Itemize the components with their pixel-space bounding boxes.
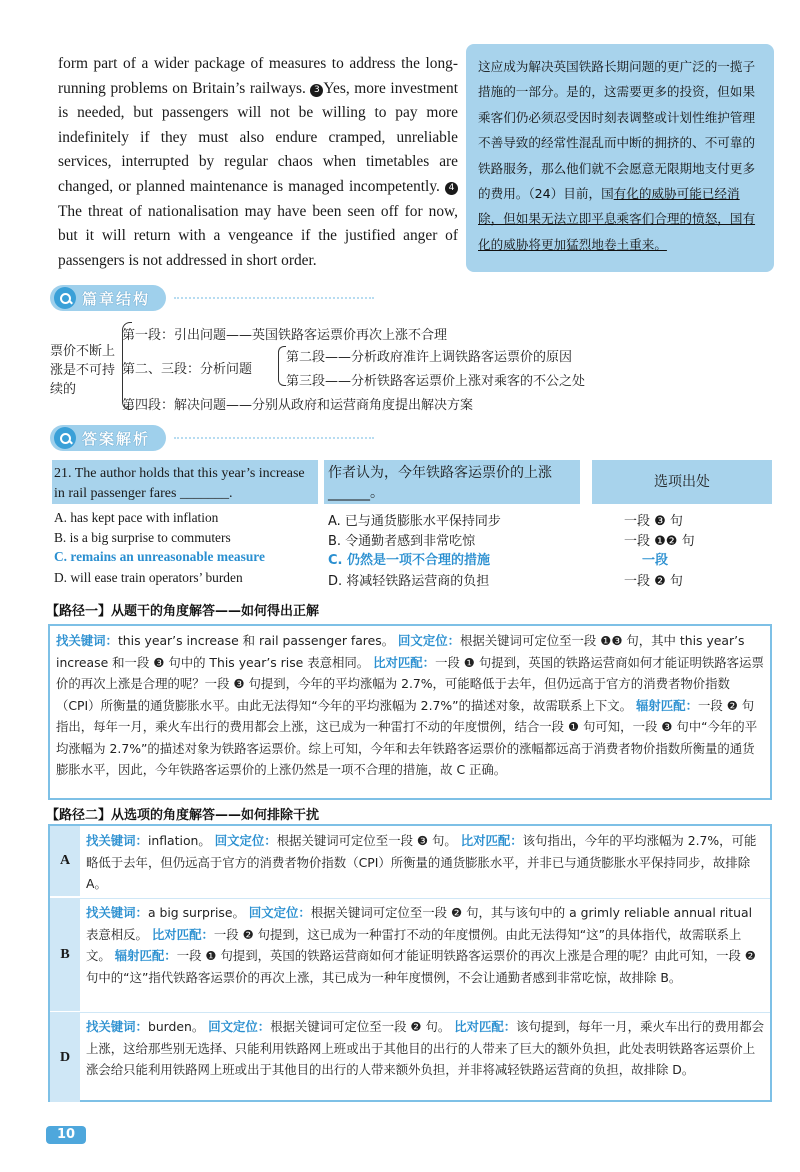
passage-rest: is needed, but passengers will not be willing to pay more indefinitely if they must also endure cramped, unreliable services, interrupted by regular chaos when timetables are changed, or planned maintenance is managed incompetently.	[58, 104, 458, 195]
option-cn: B. 令通勤者感到非常吃惊	[328, 534, 476, 549]
path1-box	[48, 624, 772, 800]
option-b-analysis	[86, 902, 764, 988]
match-label: 比对匹配：	[373, 654, 436, 670]
structure-p1: 第一段：引出问题——英国铁路客运票价再次上涨不合理	[122, 328, 448, 343]
match-label: 比对匹配：	[151, 926, 214, 942]
structure-p23: 第二、三段：分析问题	[122, 362, 253, 377]
magnifier-icon	[54, 427, 76, 449]
option-cn: D. 将减轻铁路运营商的负担	[328, 574, 490, 589]
keyword-label: 找关键词：	[86, 833, 148, 848]
keyword-label: 找关键词：	[86, 1019, 148, 1034]
option-row	[52, 530, 772, 550]
option-source: 一段 ❷ 句	[624, 574, 683, 589]
translation-box	[466, 44, 774, 272]
match-text: 该句指出，今年的平均涨幅为 2.7%，可能略低于去年，但仍远高于官方的消费者物价指数（CPI）所衡量的通货膨胀水平，并非已与通货膨胀水平保持同步，故排除 A。	[86, 833, 757, 891]
section-title: 篇章结构	[82, 289, 151, 308]
keyword-label: 找关键词：	[86, 905, 148, 920]
question-stem-cn: 作者认为，今年铁路客运票价的上涨______。	[324, 460, 580, 504]
locate-text: 根据关键词可定位至一段 ❸ 句。	[276, 833, 457, 848]
sentence-number-3: 3	[310, 84, 323, 97]
radiate-text: 一段 ❷ 句指出，每年一月，乘火车出行的费用都会上涨，这已成为一种雷打不动的年度惯例，结合一段 ❶ 句可知，一段 ❸ 句中“今年的平均涨幅为 2.7%”的描述对象为铁路客运票价。综上可知，今年和去年铁路客运票价的涨幅都远高于消费者物价指数所衡量的通货膨胀水平，因此，今年铁路客运票价的上涨仍然是一项不合理的措施，故 C 正确。	[56, 697, 758, 777]
keyword-text: burden。	[147, 1019, 205, 1034]
option-source: 一段 ❶❷ 句	[624, 534, 695, 549]
radiate-text: 一段 ❶ 句提到，英国的铁路运营商如何才能证明铁路客运票价的再次上涨是合理的呢？由此可知，一段 ❷ 句中的“这”指代铁路客运票价的再次上涨，其已成为一种年度惯例，不会让通勤者感到非常吃惊，故排除 B。	[86, 948, 756, 985]
option-en: A. has kept pace with inflation	[54, 510, 219, 525]
radiate-label: 辐射匹配：	[636, 697, 698, 713]
question-stem-en: 21. The author holds that this year’s increase in rail passenger fares _______.	[52, 460, 318, 504]
keyword-text: this year’s increase 和 rail passenger fares。	[117, 633, 395, 648]
option-cn: C. 仍然是一项不合理的措施	[328, 553, 491, 568]
path2-title: 【路径二】从选项的角度解答——如何排除干扰	[46, 808, 320, 823]
locate-label: 回文定位：	[208, 1019, 271, 1034]
locate-text: 根据关键词可定位至一段 ❷ 句。	[270, 1019, 451, 1034]
sentence-number-4: 4	[445, 182, 458, 195]
passage-text	[58, 52, 458, 273]
passage-line-2a: running problems on Britain’s railways.	[58, 79, 311, 97]
passage-last: The threat of nationalisation may have been seen off for now, but it will return with a vengeance if the justified anger of passengers is not addressed in short order.	[58, 202, 458, 269]
magnifier-icon	[54, 287, 76, 309]
match-text: 该句提到，每年一月，乘火车出行的费用都会上涨，这给那些别无选择、只能利用铁路网上班或出于其他目的出行的人带来了巨大的额外负担，此处表明铁路客运票价上涨会给只能利用铁路网上班或出于其他目的出行的人带来额外负担，并非将减轻铁路运营商的负担，故排除 D。	[86, 1019, 764, 1077]
dotted-divider	[174, 297, 374, 299]
structure-diagram	[50, 322, 770, 422]
match-text: 一段 ❶ 句提到，英国的铁路运营商如何才能证明铁路客运票价的再次上涨是合理的呢？一段 ❸ 句提到，今年的平均涨幅为 2.7%，可能略低于去年，但仍远高于官方的消费者物价指数（CPI）所衡量的通货膨胀水平。由此无法得知“今年的平均涨幅为 2.7%”的描述对象，故需联系上下文。	[56, 654, 764, 713]
option-row-correct	[52, 549, 772, 569]
locate-text: 根据关键词可定位至一段 ❷ 句，其与该句中的 a grimly reliable annual ritual 表意相反。	[86, 905, 753, 942]
translation-main: 这应成为解决英国铁路长期问题的更广泛的一揽子措施的一部分。是的，这需要更多的投资，但如果乘客们仍必须忍受因时刻表调整或计划性维护管理不善导致的经常性混乱而中断的拥挤的、不可靠的铁路服务，那么他们就不会愿意无限期地支付更多的费用。（24）目前，国	[478, 59, 756, 202]
row-divider	[50, 898, 770, 899]
row-divider	[50, 1012, 770, 1013]
structure-p3: 第三段——分析铁路客运票价上涨对乘客的不公之处	[286, 374, 586, 389]
option-label-d: D	[50, 1013, 80, 1102]
passage-line-2b: Yes, more investment	[323, 79, 458, 97]
translation-underlined: 有化的威胁可能已经消除，但如果无法立即平息乘客们合理的愤怒，国有化的威胁将更加猛烈地卷土重来。	[478, 186, 756, 252]
option-d-analysis	[86, 1016, 764, 1081]
section-title: 答案解析	[82, 429, 151, 448]
option-source: 一段	[642, 553, 669, 568]
locate-label: 回文定位：	[214, 833, 277, 848]
locate-text: 根据关键词可定位至一段 ❶❸ 句，其中 this year’s increase 和一段 ❸ 句中的 This year’s rise 表意相同。	[56, 633, 745, 670]
path1-title: 【路径一】从题干的角度解答——如何得出正解	[46, 604, 320, 619]
section-header-structure	[50, 284, 374, 312]
dotted-divider	[174, 437, 374, 439]
keyword-label: 找关键词：	[56, 633, 118, 648]
section-pill	[50, 425, 166, 451]
locate-label: 回文定位：	[398, 633, 460, 648]
locate-label: 回文定位：	[248, 905, 311, 920]
keyword-text: a big surprise。	[147, 905, 245, 920]
match-label: 比对匹配：	[454, 1019, 517, 1034]
structure-p4: 第四段：解决问题——分别从政府和运营商角度提出解决方案	[122, 398, 474, 413]
option-cn: A. 已与通货膨胀水平保持同步	[328, 514, 501, 529]
option-row	[52, 570, 772, 590]
structure-p2: 第二段——分析政府准许上调铁路客运票价的原因	[286, 350, 573, 365]
section-pill	[50, 285, 166, 311]
structure-root: 票价不断上涨是不可持续的	[50, 344, 116, 397]
match-text: 一段 ❷ 句提到，这已成为一种雷打不动的年度惯例。由此无法得知“这”的具体指代，故需联系上文。	[86, 926, 742, 963]
option-row	[52, 510, 772, 530]
source-header: 选项出处	[592, 460, 772, 504]
radiate-label: 辐射匹配：	[114, 948, 177, 963]
option-en: C. remains an unreasonable measure	[54, 549, 265, 564]
match-label: 比对匹配：	[460, 833, 523, 848]
option-label-b: B	[50, 899, 80, 1011]
option-en: B. is a big surprise to commuters	[54, 530, 231, 545]
option-label-a: A	[50, 826, 80, 896]
section-header-answers	[50, 424, 374, 452]
option-source: 一段 ❸ 句	[624, 514, 683, 529]
passage-line-1: form part of a wider package of measures to address the long-	[58, 55, 458, 72]
keyword-text: inflation。	[147, 833, 211, 848]
page-number: 10	[46, 1126, 86, 1144]
path2-box	[48, 824, 772, 1102]
brace-sub	[278, 346, 286, 386]
option-en: D. will ease train operators’ burden	[54, 570, 243, 585]
option-a-analysis	[86, 830, 764, 895]
